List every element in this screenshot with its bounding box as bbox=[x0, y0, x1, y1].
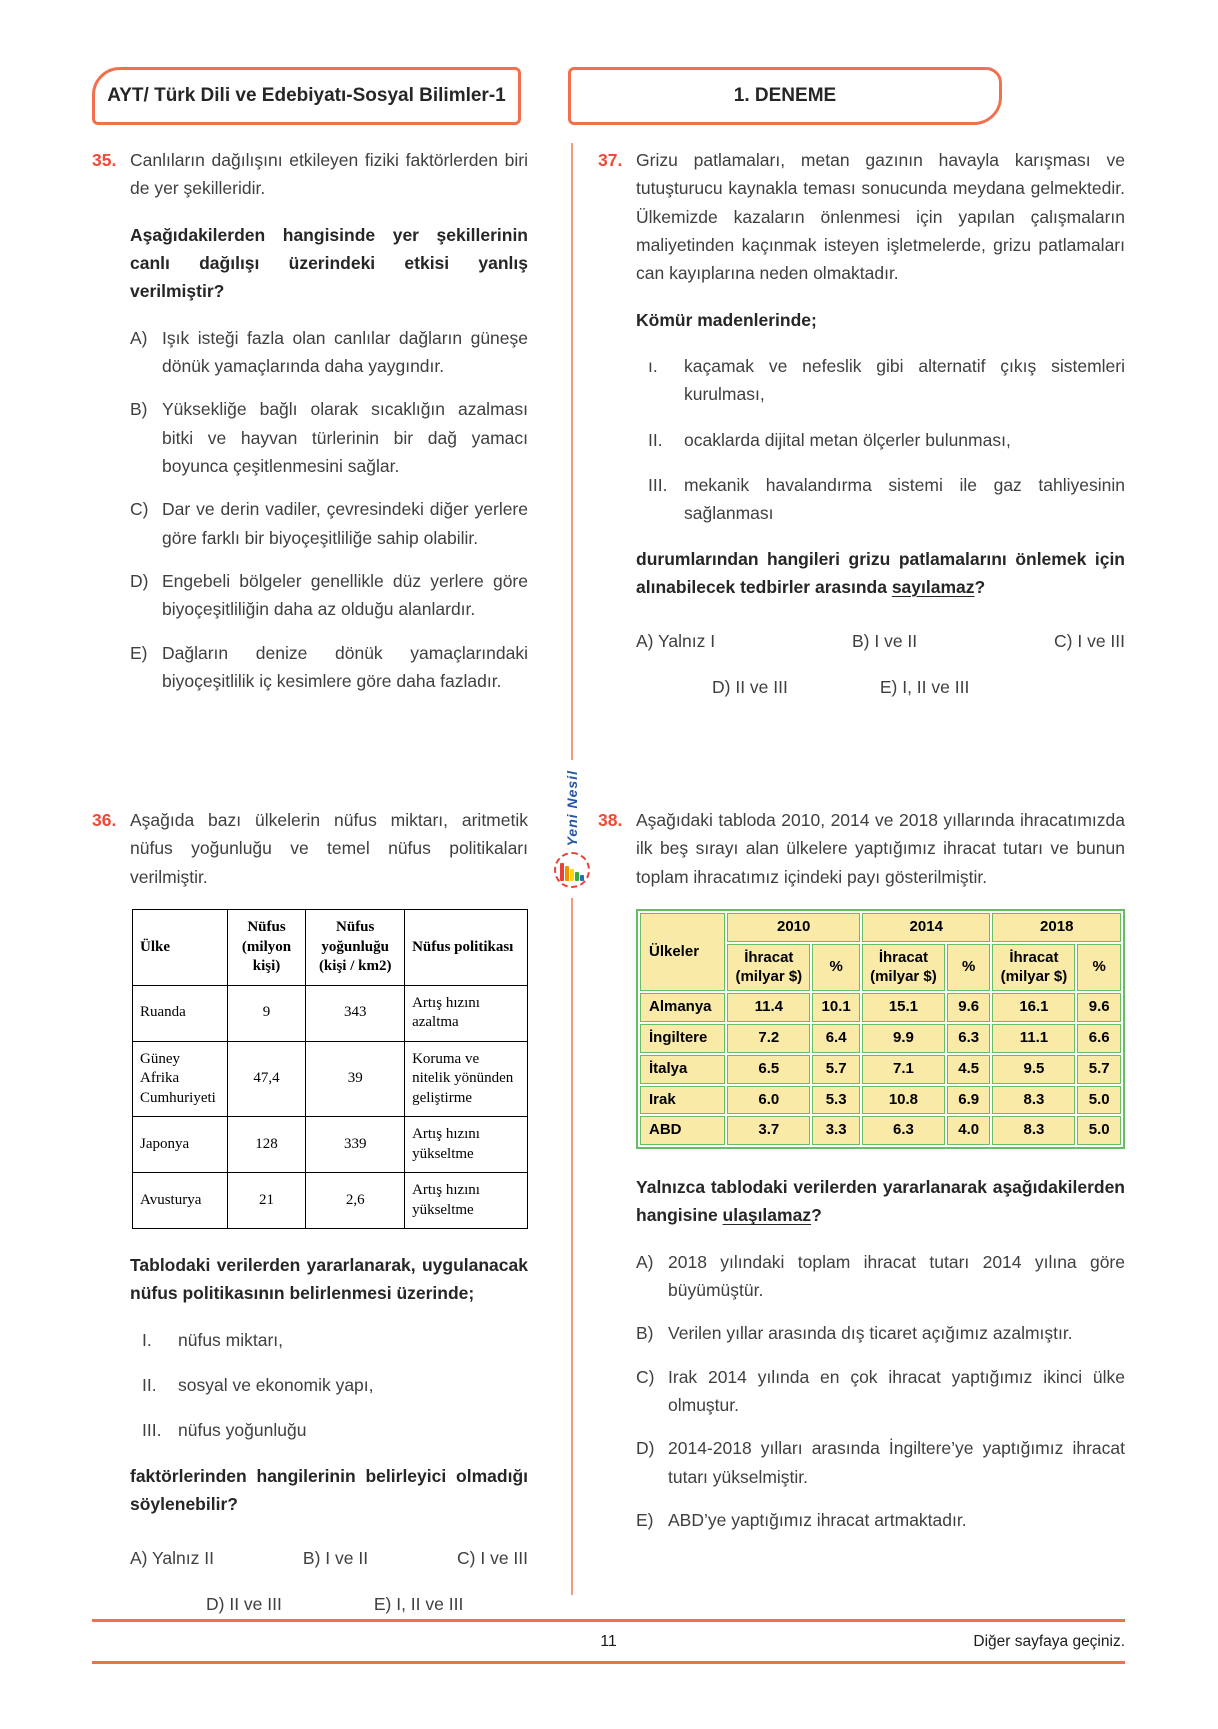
cell-density: 39 bbox=[306, 1041, 405, 1117]
option-label: D) bbox=[130, 571, 149, 592]
page-footer bbox=[92, 1619, 1125, 1664]
col-header-population: Nüfus (milyon kişi) bbox=[227, 910, 306, 986]
cell-value: 9.6 bbox=[947, 993, 991, 1022]
option-a bbox=[130, 324, 528, 381]
roman-text: nüfus miktarı, bbox=[178, 1329, 284, 1350]
roman-text: mekanik havalandırma sistemi ile gaz tahliyesinin sağlanması bbox=[684, 475, 1125, 524]
option-text: Verilen yıllar arasında dış ticaret açığımız azalmıştır. bbox=[668, 1323, 1073, 1344]
cell-population: 21 bbox=[227, 1173, 306, 1229]
next-page-note: Diğer sayfaya geçiniz. bbox=[973, 1632, 1125, 1650]
cell-value: 3.7 bbox=[727, 1116, 810, 1145]
question-intro: Aşağıda bazı ülkelerin nüfus miktarı, aritmetik nüfus yoğunluğu ve temel nüfus politikaları verilmiştir. bbox=[130, 810, 528, 887]
option-b: B) I ve II bbox=[302, 1548, 369, 1569]
option-text: ABD’ye yaptığımız ihracat artmaktadır. bbox=[668, 1510, 967, 1531]
table-row bbox=[133, 1173, 528, 1229]
question-stem: Aşağıdakilerden hangisinde yer şekillerinin canlı dağılışı üzerindeki etkisi yanlış verilmiştir? bbox=[130, 224, 528, 302]
cell-value: 10.8 bbox=[862, 1086, 945, 1115]
question-stem: Yalnızca tablodaki verilerden yararlanarak aşağıdakilerden hangisine ulaşılamaz? bbox=[636, 1177, 1125, 1226]
publisher-logo bbox=[549, 760, 595, 898]
col-header-country: Ülke bbox=[133, 910, 228, 986]
option-a: A) Yalnız I bbox=[636, 631, 716, 652]
option-c bbox=[636, 1363, 1125, 1420]
option-d bbox=[636, 1434, 1125, 1491]
logo-circle-icon bbox=[554, 852, 590, 888]
options-row-2 bbox=[130, 1590, 528, 1618]
option-d bbox=[130, 567, 528, 624]
roman-item-2 bbox=[648, 426, 1125, 454]
logo-text: Yeni Nesil bbox=[564, 770, 580, 847]
cell-value: 10.1 bbox=[812, 993, 860, 1022]
cell-value: 5.0 bbox=[1077, 1116, 1121, 1145]
roman-label: III. bbox=[142, 1420, 162, 1441]
export-table bbox=[636, 909, 1125, 1149]
option-e: E) I, II ve III bbox=[373, 1593, 464, 1614]
cell-value: 6.4 bbox=[812, 1024, 860, 1053]
col-header-policy: Nüfus politikası bbox=[405, 910, 528, 986]
col-header-density: Nüfus yoğunluğu (kişi / km2) bbox=[306, 910, 405, 986]
option-e: E) I, II ve III bbox=[879, 676, 970, 697]
options-row-1 bbox=[130, 1544, 528, 1572]
question-stem-1: Tablodaki verilerden yararlanarak, uygulanacak nüfus politikasının belirlenmesi üzerinde; bbox=[130, 1255, 528, 1304]
option-e bbox=[636, 1506, 1125, 1534]
cell-density: 2,6 bbox=[306, 1173, 405, 1229]
table-row bbox=[133, 1117, 528, 1173]
option-label: E) bbox=[636, 1510, 654, 1531]
question-number: 36. bbox=[92, 810, 117, 830]
options-row-2 bbox=[636, 673, 1125, 701]
question-body bbox=[130, 806, 528, 1618]
roman-item-3 bbox=[142, 1416, 528, 1444]
table-row bbox=[133, 1041, 528, 1117]
header-right-box bbox=[568, 67, 1002, 125]
question-intro: Aşağıdaki tabloda 2010, 2014 ve 2018 yıllarında ihracatımızda ilk beş sırayı alan ülkelere yaptığımız ihracat tutarı ve bunun toplam ihracatımız içindeki payı gösterilmiştir. bbox=[636, 810, 1125, 887]
question-stem: durumlarından hangileri grizu patlamalarını önlemek için alınabilecek tedbirler arasında sayılamaz? bbox=[636, 548, 1125, 598]
question-intro: Canlıların dağılışını etkileyen fiziki faktörlerden biri de yer şekilleridir. bbox=[130, 150, 528, 199]
table-row bbox=[640, 1024, 1121, 1053]
roman-item-2 bbox=[142, 1371, 528, 1399]
cell-country: İngiltere bbox=[640, 1024, 725, 1053]
cell-policy: Artış hızını yükseltme bbox=[405, 1117, 528, 1173]
cell-value: 4.5 bbox=[947, 1055, 991, 1084]
cell-population: 9 bbox=[227, 985, 306, 1041]
cell-value: 4.0 bbox=[947, 1116, 991, 1145]
option-label: A) bbox=[636, 1251, 654, 1272]
roman-text: kaçamak ve nefeslik gibi alternatif çıkış sistemleri kurulması, bbox=[684, 356, 1125, 405]
option-text: Yüksekliğe bağlı olarak sıcaklığın azalması bitki ve hayvan türlerinin bir dağ yamacı boyunca çeşitlenmesini sağlar. bbox=[162, 399, 528, 477]
cell-country: Ruanda bbox=[133, 985, 228, 1041]
roman-label: ı. bbox=[648, 356, 658, 377]
option-c bbox=[130, 495, 528, 552]
cell-value: 6.3 bbox=[862, 1116, 945, 1145]
option-a bbox=[636, 1248, 1125, 1305]
option-e bbox=[130, 639, 528, 696]
exam-title: AYT/ Türk Dili ve Edebiyatı-Sosyal Bilimler-1 bbox=[107, 85, 506, 106]
table-row bbox=[133, 985, 528, 1041]
option-text: 2014-2018 yılları arasında İngiltere’ye yaptığımız ihracat tutarı yükselmiştir. bbox=[668, 1438, 1125, 1487]
cell-policy: Artış hızını azaltma bbox=[405, 985, 528, 1041]
roman-label: III. bbox=[648, 475, 668, 496]
cell-value: 5.3 bbox=[812, 1086, 860, 1115]
footer-row bbox=[92, 1622, 1125, 1661]
table-row bbox=[640, 1116, 1121, 1145]
cell-value: 7.2 bbox=[727, 1024, 810, 1053]
underlined-word: sayılamaz bbox=[891, 577, 975, 598]
question-lead: Kömür madenlerinde; bbox=[636, 309, 817, 330]
option-text: Irak 2014 yılında en çok ihracat yaptığımız ikinci ülke olmuştur. bbox=[668, 1366, 1125, 1416]
option-d: D) II ve III bbox=[712, 676, 788, 697]
sub-header-export: İhracat (milyar $) bbox=[727, 944, 810, 992]
cell-population: 128 bbox=[227, 1117, 306, 1173]
question-37 bbox=[598, 146, 1125, 806]
question-36 bbox=[92, 806, 528, 1618]
page-content bbox=[92, 146, 1125, 1618]
cell-country: ABD bbox=[640, 1116, 725, 1145]
table-row bbox=[640, 1086, 1121, 1115]
roman-item-1 bbox=[648, 352, 1125, 409]
cell-population: 47,4 bbox=[227, 1041, 306, 1117]
table-year-header-row bbox=[640, 913, 1121, 942]
question-body bbox=[130, 146, 528, 806]
roman-text: nüfus yoğunluğu bbox=[178, 1420, 307, 1441]
table-row bbox=[640, 1055, 1121, 1084]
page-number: 11 bbox=[600, 1632, 617, 1650]
roman-item-1 bbox=[142, 1326, 528, 1354]
sub-header-percent: % bbox=[812, 944, 860, 992]
cell-country: Japonya bbox=[133, 1117, 228, 1173]
cell-value: 6.0 bbox=[727, 1086, 810, 1115]
question-stem-2: faktörlerinden hangilerinin belirleyici olmadığı söylenebilir? bbox=[130, 1465, 528, 1515]
option-label: C) bbox=[130, 499, 149, 520]
option-text: Işık isteği fazla olan canlılar dağların güneşe dönük yamaçlarında daha yaygındır. bbox=[162, 327, 528, 377]
question-intro: Grizu patlamaları, metan gazının havayla karışması ve tutuşturucu kaynakla teması sonucunda meydana gelmektedir. Ülkemizde kazaların önlenmesi için yapılan çalışmaların maliyetinden kaçınmak isteyen işletmelerde, grizu patlamaları can kayıplarına neden olmaktadır. bbox=[636, 150, 1125, 284]
option-text: 2018 yılındaki toplam ihracat tutarı 2014 yılına göre büyümüştür. bbox=[668, 1251, 1125, 1301]
question-38 bbox=[598, 806, 1125, 1618]
question-body bbox=[636, 806, 1125, 1618]
option-text: Dağların denize dönük yamaçlarındaki biyoçeşitlilik iç kesimlere göre daha fazladır. bbox=[162, 642, 528, 692]
cell-density: 343 bbox=[306, 985, 405, 1041]
option-b bbox=[636, 1319, 1125, 1347]
option-label: D) bbox=[636, 1438, 655, 1459]
cell-value: 7.1 bbox=[862, 1055, 945, 1084]
table-row bbox=[640, 993, 1121, 1022]
option-c: C) I ve III bbox=[457, 1548, 528, 1569]
cell-value: 6.9 bbox=[947, 1086, 991, 1115]
option-label: C) bbox=[636, 1366, 655, 1387]
option-d: D) II ve III bbox=[206, 1593, 282, 1614]
year-header-2014: 2014 bbox=[862, 913, 991, 942]
cell-value: 5.7 bbox=[812, 1055, 860, 1084]
option-b bbox=[130, 395, 528, 480]
option-label: B) bbox=[636, 1323, 654, 1344]
cell-value: 15.1 bbox=[862, 993, 945, 1022]
roman-label: II. bbox=[648, 429, 663, 450]
question-number: 38. bbox=[598, 810, 623, 830]
cell-value: 11.1 bbox=[992, 1024, 1075, 1053]
year-header-2018: 2018 bbox=[992, 913, 1121, 942]
option-label: B) bbox=[130, 399, 148, 420]
roman-text: sosyal ve ekonomik yapı, bbox=[178, 1375, 374, 1396]
underlined-word: ulaşılamaz bbox=[722, 1205, 812, 1226]
cell-value: 9.5 bbox=[992, 1055, 1075, 1084]
option-c: C) I ve III bbox=[1054, 631, 1125, 652]
population-table bbox=[132, 909, 528, 1229]
option-a: A) Yalnız II bbox=[130, 1548, 214, 1569]
cell-value: 6.3 bbox=[947, 1024, 991, 1053]
cell-value: 5.0 bbox=[1077, 1086, 1121, 1115]
cell-country: İtalya bbox=[640, 1055, 725, 1084]
sub-header-percent: % bbox=[947, 944, 991, 992]
cell-value: 16.1 bbox=[992, 993, 1075, 1022]
sub-header-export: İhracat (milyar $) bbox=[862, 944, 945, 992]
roman-item-3 bbox=[648, 471, 1125, 528]
year-header-2010: 2010 bbox=[727, 913, 860, 942]
roman-text: ocaklarda dijital metan ölçerler bulunması, bbox=[684, 429, 1011, 450]
cell-value: 5.7 bbox=[1077, 1055, 1121, 1084]
cell-country: Avusturya bbox=[133, 1173, 228, 1229]
footer-bottom-rule bbox=[92, 1661, 1125, 1664]
col-header-countries: Ülkeler bbox=[640, 913, 725, 991]
question-number: 37. bbox=[598, 150, 623, 170]
cell-country: Almanya bbox=[640, 993, 725, 1022]
option-text: Dar ve derin vadiler, çevresindeki diğer yerlere göre farklı bir biyoçeşitliliğe sahip olabilir. bbox=[162, 499, 528, 548]
options-row-1 bbox=[636, 627, 1125, 655]
cell-density: 339 bbox=[306, 1117, 405, 1173]
cell-value: 8.3 bbox=[992, 1116, 1075, 1145]
cell-value: 6.6 bbox=[1077, 1024, 1121, 1053]
cell-value: 9.6 bbox=[1077, 993, 1121, 1022]
sub-header-percent: % bbox=[1077, 944, 1121, 992]
roman-label: II. bbox=[142, 1375, 157, 1396]
question-body bbox=[636, 146, 1125, 806]
question-number: 35. bbox=[92, 150, 117, 170]
cell-country: Irak bbox=[640, 1086, 725, 1115]
table-header-row bbox=[133, 910, 528, 986]
header-left-box bbox=[92, 67, 521, 125]
roman-label: I. bbox=[142, 1329, 152, 1350]
cell-value: 11.4 bbox=[727, 993, 810, 1022]
cell-policy: Koruma ve nitelik yönünden geliştirme bbox=[405, 1041, 528, 1117]
exam-set-title: 1. DENEME bbox=[733, 85, 837, 106]
cell-country: Güney Afrika Cumhuriyeti bbox=[133, 1041, 228, 1117]
cell-value: 9.9 bbox=[862, 1024, 945, 1053]
cell-value: 3.3 bbox=[812, 1116, 860, 1145]
cell-policy: Artış hızını yükseltme bbox=[405, 1173, 528, 1229]
option-text: Engebeli bölgeler genellikle düz yerlere göre biyoçeşitliliğin daha az olduğu alanlardır. bbox=[162, 571, 528, 620]
cell-value: 6.5 bbox=[727, 1055, 810, 1084]
question-35 bbox=[92, 146, 528, 806]
cell-value: 8.3 bbox=[992, 1086, 1075, 1115]
option-b: B) I ve II bbox=[851, 631, 918, 652]
option-label: A) bbox=[130, 327, 148, 348]
sub-header-export: İhracat (milyar $) bbox=[992, 944, 1075, 992]
option-label: E) bbox=[130, 642, 148, 663]
